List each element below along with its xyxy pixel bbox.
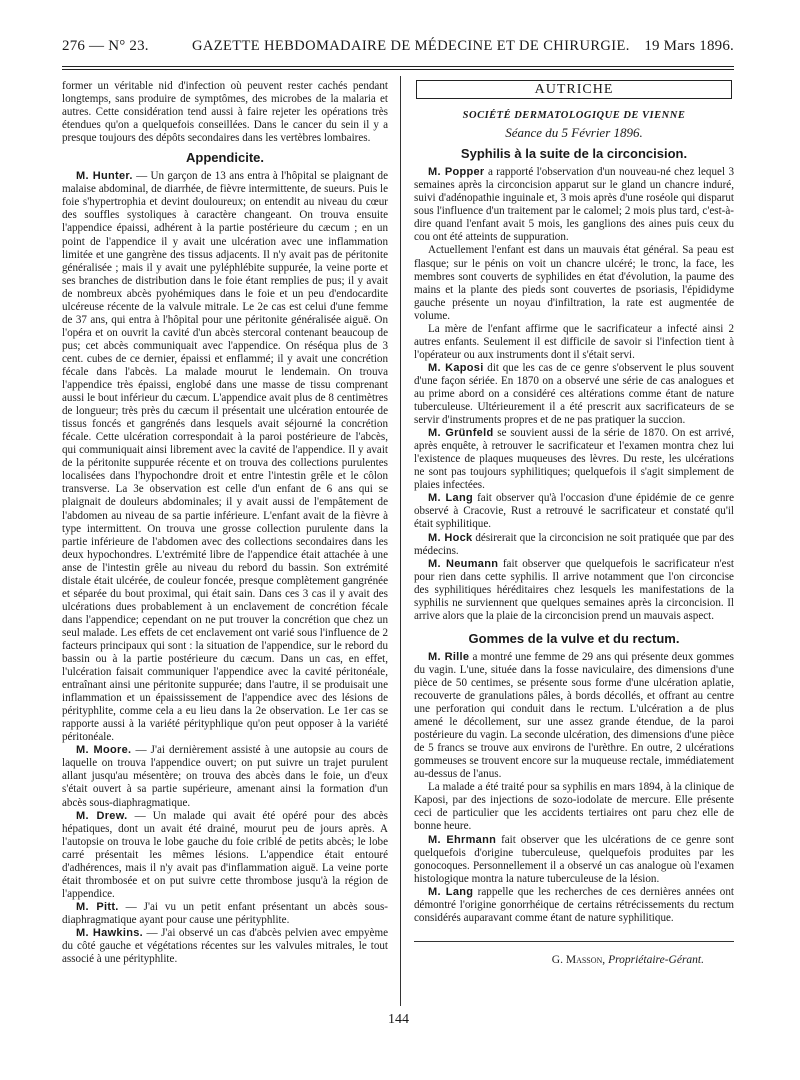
signature-rule [414,941,734,942]
header-rule-double [62,69,734,70]
page-number: 144 [388,1012,409,1027]
paragraph-text: désirerait que la circoncision ne soit pratiquée que par des médecins. [414,531,734,557]
paragraph-text: — Un malade qui avait été opéré pour des abcès hépatiques, dont un avait été drainé, mourut peu de jours après. A l'autopsie on trouva le lobe gauche du foie criblé de petits abcès; le lobe carré présentait les mêmes lésions. L'appendice était entouré d'adhérences, mais il n'y avait pas d'inflammation aiguë. La veine porte était thrombosée et on put suivre cette thrombose jusqu'à la région de l'appendice. [62,809,388,900]
paragraph [414,362,734,427]
paragraph-text: — J'ai dernièrement assisté à une autopsie au cours de laquelle on trouva l'appendice ouvert; on put suivre un trajet purulent allant jusqu'au mésentère; on trouva des abcès dans le foie, un d'eux s'était ouvert à sa partie supérieure, amenant ainsi la formation d'un abcès sous-diaphragmatique. [62,744,388,809]
paragraph [414,834,734,886]
paragraph [414,244,734,322]
paragraph-text: se souvient aussi de la série de 1870. On est arrivé, après enquête, à retrouver le sacrificateur et l'examen montra chez lui l'existence de plaques muqueuses des lèvres. Du reste, les ulcérations ne sont pas toujours syphilitiques; quelquefois il s'agit simplement de plaies infectées. [414,427,734,492]
paragraph [62,901,388,927]
paragraph [414,532,734,558]
paragraph [414,427,734,492]
paragraph-text: La malade a été traité pour sa syphilis en mars 1894, à la clinique de Kaposi, par des injections de sozo-iodolate de mercure. Elle présente ceci de particulier que les accidents tertiaires ont paru chez elle de bonne heure. [414,781,734,833]
header-rule [62,66,734,67]
journal-title: GAZETTE HEBDOMADAIRE DE MÉDECINE ET DE CHIRURGIE. [192,38,630,54]
paragraph-text: a rapporté l'observation d'un nouveau-né chez lequel 3 semaines après la circoncision apparut sur le gland un chancre induré, suivi d'adénopathie inguinale et, 3 mois après d'une roséole qui disparut sous l'influence d'un traitement par le calomel; 2 mois plus tard, c'est-à-dire quand l'enfant avait 5 mois, les ganglions des aines puis ceux du cou ont été atteints de suppuration. [414,166,734,244]
signature-name: G. Masson, [551,953,606,966]
paragraph [414,492,734,531]
paragraph-text: fait observer qu'à l'occasion d'une épidémie de ce genre observé à Cracovie, Rust a retrouvé le sacrificateur et constaté qu'il était syphilitique. [414,492,734,531]
speaker-name: M. Hawkins. [76,927,143,939]
speaker-name: M. Ehrmann [428,833,497,846]
society-name: SOCIÉTÉ DERMATOLOGIQUE DE VIENNE [462,110,686,122]
paragraph [62,810,388,901]
speaker-name: M. Hunter. [76,170,133,183]
speaker-name: M. Neumann [428,557,499,570]
signature [414,954,734,967]
appendicite-paragraphs [62,170,388,966]
paragraph-text: dit que les cas de ce genre s'observent le plus souvent d'une façon sériée. En 1870 on a observé une série de cas analogues et au prime abord on a considéré ces altérations comme étant de nature tuberculeuse. Ultérieurement il a été prescrit aux sacrificateurs de se servir d'instruments propres et de ne pas pratiquer la succion. [414,361,734,427]
paragraph [62,927,388,966]
session-date: Séance du 5 Février 1896. [505,125,643,141]
column-divider [400,76,401,1006]
paragraph-text: rappelle que les recherches de ces dernières années ont démontré l'origine gonorrhéique de certains rétrécissements du rectum considérés auparavant comme étant de nature syphilitique. [414,885,734,924]
paragraph [414,886,734,925]
right-column [414,80,734,967]
paragraph [62,170,388,744]
speaker-name: M. Rille [428,650,470,663]
signature-role: Propriétaire-Gérant. [608,953,704,966]
paragraph [414,558,734,623]
speaker-name: M. Grünfeld [428,427,494,440]
speaker-name: M. Lang [428,492,473,505]
speaker-name: M. Drew. [76,809,128,822]
speaker-name: M. Kaposi [428,361,484,374]
page-label: 276 — N° 23. [62,38,149,54]
speaker-name: M. Hock [428,531,473,544]
section-title-syphilis: Syphilis à la suite de la circoncision. [460,146,688,162]
section-title-gommes: Gommes de la vulve et du rectum. [468,630,680,646]
paragraph [414,781,734,833]
paragraph-text: La mère de l'enfant affirme que le sacrificateur a infecté ainsi 2 autres enfants. Seulement il est difficile de savoir si l'infection tient à l'opérateur ou aux instruments dont il s'était servi. [414,322,734,361]
country-heading: AUTRICHE [416,80,732,99]
paragraph-text: Actuellement l'enfant est dans un mauvais état général. Sa peau est flasque; sur le pénis on voit un chancre ulcéré; le tronc, la face, les membres sont couverts de syphilides en état d'évolution, la paume des mains et la plante des pieds sont couvertes de psoriasis, l'épididyme gauche présente un noyau d'infiltration, la rate est augmentée de volume. [414,244,734,322]
paragraph-text: — J'ai observé un cas d'abcès pelvien avec empyème du côté gauche et végétations récentes sur les valvules mitrales, le tout associé à une pérityphlite. [62,927,388,966]
gommes-paragraphs [414,651,734,925]
running-header [62,38,734,62]
paragraph-text: — Un garçon de 13 ans entra à l'hôpital se plaignant de malaise abdominal, de diarrhée, de fièvre intermittente, de sueurs. Puis le foie s'hypertrophia et devint douloureux; on entendit au niveau du cœur des souffles systoliques à caractère changeant. On trouva ensuite l'appendice épaissi, adhérent à la partie postérieure du cæcum ; en un point de l'appendice il y avait une ulcération avec une inflammation limitée et une gangrène des tissus adjacents. Il n'y avait pas de péritonite généralisée ; mais il y avait une pyléphlébite suppurée, la veine porte et ses branches de distribution dans le foie étant remplies de pus; il y avait de nombreux abcès pyohémiques dans le foie et un peu d'endocardite ulcéreuse récente de la valvule mitrale. Le 2e cas est celui d'une femme de 37 ans, qui entra à l'hôpital pour une péritonite généralisée aiguë. On l'opéra et on ouvrit la cavité d'un abcès stercoral contenant beaucoup de pus; cet abcès communiquait avec l'appendice. On réséqua plus de 3 cent. cubes de ce dernier, épaissi et enflammé; il y avait une concrétion fécale dans l'abcès. La malade mourut le lendemain. On trouva l'appendice très épaissi, englobé dans une masse de tissu comprenant aussi le bout inférieur du cæcum. L'appendice avait plus de 8 centimètres de longueur; très près du cæcum il présentait une ulcération entourée de tissus foncés et gangrénés dans lesquels avait séjourné la concrétion fécale. Cette ulcération correspondait à la paroi postérieure de l'abcès, qui communiquait ainsi librement avec la cavité de l'appendice. Il y avait de la péritonite suppurée récente et on trouva des collections purulentes localisées dans l'hypochondre droit et entre l'intestin grêle et le côlon transverse. La 3e observation est celle d'un enfant de 6 ans qui se plaignait de douleurs abdominales; il y avait aussi de l'empâtement de l'abdomen au niveau de sa partie inférieure. L'enfant avait de la fièvre à type intermittent. On trouva une grosse collection purulente dans la partie inférieure de l'abdomen avec des collections secondaires dans les deux hypochondres. L'extrémité libre de l'appendice était attachée à une anse de l'intestin grêle au niveau du rebord du bassin. Son extrémité distale était ulcérée, de couleur foncée, presque complètement gangrénée et séparée du bout proximal, qui était sain. Dans ces 3 cas il y avait des ulcérations dues probablement à un enclavement de concrétion fécale dans l'appendice; cependant on ne put trouver la concrétion que chez un seul malade. Les effets de cet enclavement ont varié sous l'influence de 2 facteurs principaux qui sont : la situation de l'appendice, sur le rebord du bassin ou à la partie postérieure du cæcum. Dans un cas, en effet, l'ulcération faisait communiquer l'appendice avec la cavité péritonéale, entraînant ainsi une péritonite suppurée; dans l'autre, il se produisait une inflammation et un épaississement de l'appendice avec des lésions de pérityphlite, comme cela a eu lieu dans la 2e observation. Le 1er cas se rapporte aussi à la variété pérityphlique qu'on peut opposer à la variété péritonéale. [62,170,389,744]
paragraph [62,744,388,809]
intro-paragraph: former un véritable nid d'infection où peuvent rester cachés pendant longtemps, sans produire de symptômes, des microbes de la malaria et autres. Cette considération tend aussi à faire rejeter les opérations très étendues qu'on a quelquefois conseillées. Dans le cancer du sein il y a presque toujours des dépôts secondaires dans les vertèbres lombaires. [62,80,388,145]
syphilis-paragraphs [414,166,734,623]
speaker-name: M. Popper [428,166,485,179]
issue-date: 19 Mars 1896. [644,38,734,54]
paragraph-text: fait observer que les ulcérations de ce genre sont quelquefois d'origine tuberculeuse, quelquefois produites par les gonocoques. Personnellement il a observé un cas analogue où l'examen histologique montra la nature tuberculeuse de la lésion. [414,833,734,885]
paragraph-text: fait observer que quelquefois le sacrificateur n'est pour rien dans cette syphilis. Il arrive notamment que l'on circoncise des syphilitiques héréditaires chez lesquels les manifestations de la syphilis ne surviennent que quelques semaines après la circoncision. Il arrive alors que la plaie de la circoncision prend un mauvais aspect. [414,557,734,622]
left-column [62,80,388,966]
paragraph [414,166,734,244]
section-title-appendicite: Appendicite. [185,150,264,166]
speaker-name: M. Pitt. [76,900,119,913]
paragraph [414,323,734,362]
speaker-name: M. Lang [428,885,474,898]
speaker-name: M. Moore. [76,744,132,757]
paragraph [414,651,734,781]
paragraph-text: — J'ai vu un petit enfant présentant un abcès sous-diaphragmatique ayant pour cause une pérityphlite. [62,900,389,926]
paragraph-text: a montré une femme de 29 ans qui présente deux gommes du vagin. L'une, située dans la fosse naviculaire, des dimensions d'une pièce de 50 centimes, se présente sous forme d'une ulcération aplatie, recouverte de granulations pâles, à bords décollés, et offrant au centre une perforation qui conduit dans le rectum. L'ulcération a de plus amené le décollement, sur une assez grande étendue, de la paroi postérieure du vagin. La seconde ulcération, des dimensions d'une pièce de 5 francs se trouve aux environs de l'urèthre. En outre, 2 ulcérations gommeuses se trouvent encore sur la muqueuse rectale, immédiatement au-dessus de l'anus. [414,650,734,781]
